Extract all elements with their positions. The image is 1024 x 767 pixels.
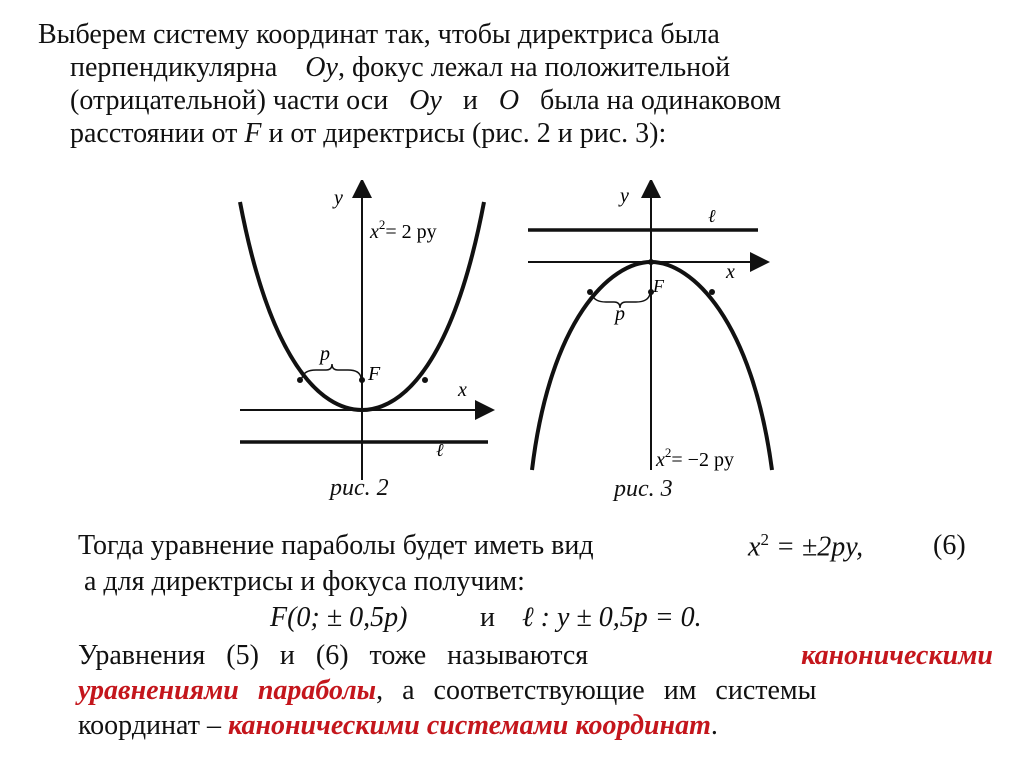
directrix-focus-intro: а для директрисы и фокуса получим: [84,566,525,597]
fig3-equation: $x^2= -2$ py [656,445,734,471]
fig2-p-label: p [320,343,330,365]
fig2-focus-label: F [368,363,381,385]
fig2-parabola-dot-right [422,377,428,383]
canonical-line-1: Уравнения (5) и (6) тоже называются каноническими [78,640,993,671]
fig2-x-label: x [458,379,467,401]
fig2-p-brace [302,364,361,378]
fig2-caption: рис. 2 [330,475,389,501]
focus-formula: F(0; ± 0,5p) [270,602,408,633]
fig2-equation: $x^2= 2$ py [370,217,437,243]
intro-paragraph [38,18,992,150]
equation-formula: $x^2 = \pm 2py$, [748,530,864,563]
fig3-parabola-dot-right [709,289,715,295]
figure-3 [520,180,780,480]
intro-line-4: расстоянии от F и от директрисы (рис. 2 и рис. 3): [70,118,667,149]
fig3-caption: рис. 3 [614,476,673,502]
fig3-directrix-label: ℓ [708,206,716,226]
fig3-focus-label: F [653,276,664,296]
equation-number: (6) [933,530,966,561]
fig2-focus-point [359,377,365,383]
fig2-directrix-label: ℓ [436,440,444,460]
fig2-y-label: y [334,187,343,209]
directrix-formula: ℓ : y ± 0,5p = 0. [522,602,702,633]
fig3-p-label: p [615,303,625,325]
figure-2 [230,180,500,510]
intro-line-2: перпендикулярна Oy, фокус лежал на положительной [70,52,731,83]
and-word: и [480,602,495,633]
fig3-vertex-point [648,259,654,265]
canonical-line-2: уравнениями параболы, а соответствующие им системы [78,675,817,706]
canonical-line-3: координат – каноническими системами координат. [78,710,718,741]
fig3-x-label: x [726,261,735,283]
fig3-y-label: y [620,185,629,207]
equation-line: Тогда уравнение параболы будет иметь вид [78,530,594,561]
intro-line-3: (отрицательной) части оси Oy и O была на одинаковом [70,85,782,116]
intro-line-1: Выберем систему координат так, чтобы директриса была [38,19,720,50]
